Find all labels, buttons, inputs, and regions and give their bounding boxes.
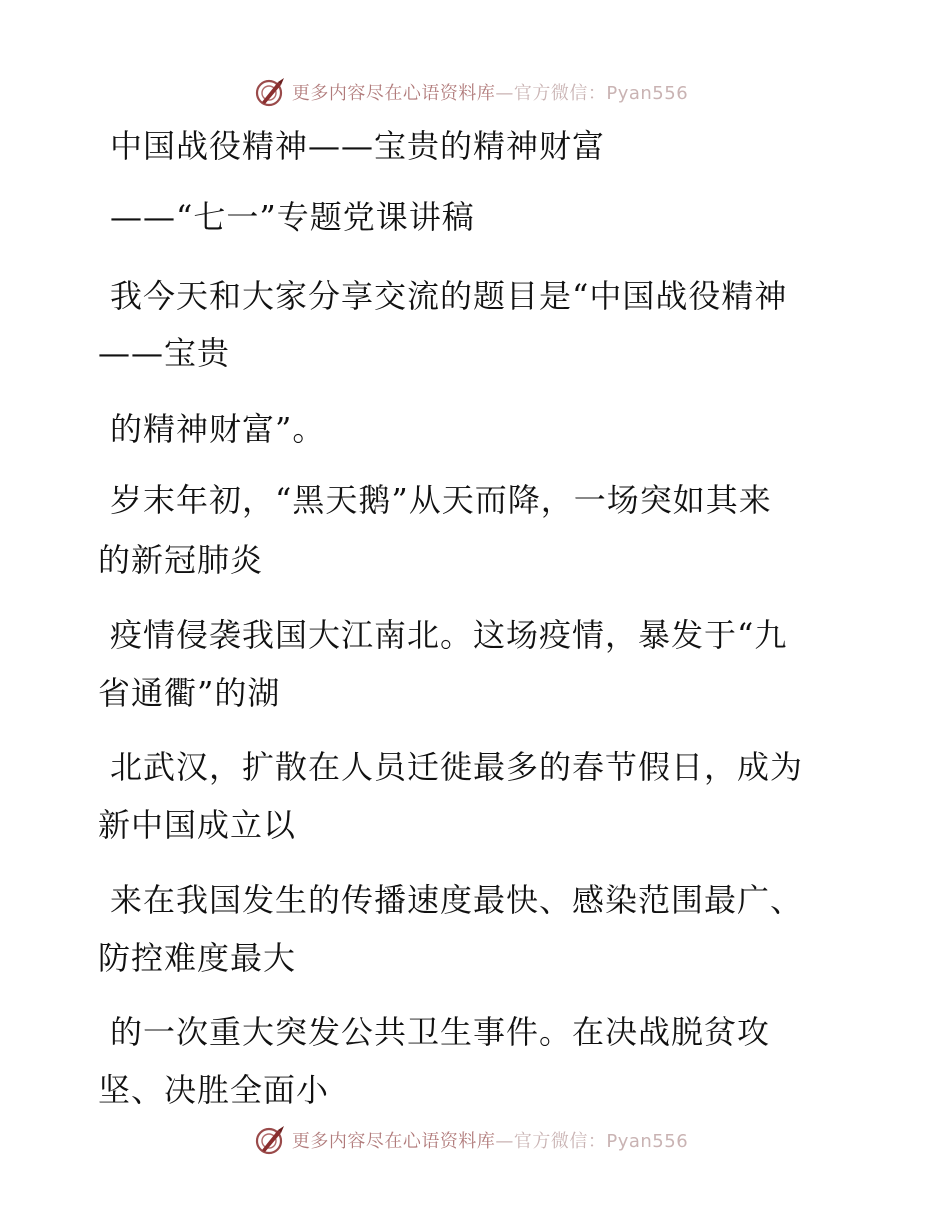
paragraph-line: ——宝贵: [98, 334, 231, 372]
paragraph-line: 来在我国发生的传播速度最快、感染范围最广、: [110, 881, 804, 919]
paragraph-line: 的一次重大突发公共卫生事件。在决战脱贫攻: [110, 1013, 771, 1051]
paragraph-line: 的精神财富”。: [110, 410, 326, 448]
watermark-group: [254, 76, 688, 108]
paragraph-line: 疫情侵袭我国大江南北。这场疫情，暴发于“九: [110, 616, 788, 654]
watermark-text: 更多内容尽在心语资料库—官方微信：Pyan556: [291, 83, 689, 104]
paragraph-line: 岁末年初，“黑天鹅”从天而降，一场突如其来: [110, 481, 772, 519]
footer-watermark: [0, 1120, 950, 1160]
paragraph-line: 坚、决胜全面小: [98, 1071, 330, 1109]
document-subtitle: ——“七一”专题党课讲稿: [110, 198, 475, 236]
feather-pen-logo-icon: [254, 1124, 286, 1156]
document-title: 中国战役精神——宝贵的精神财富: [110, 127, 606, 165]
watermark-text: 更多内容尽在心语资料库—官方微信：Pyan556: [291, 1131, 689, 1152]
header-watermark: [0, 72, 950, 112]
paragraph-line: 我今天和大家分享交流的题目是“中国战役精神: [110, 277, 788, 315]
paragraph-line: 的新冠肺炎: [98, 541, 264, 579]
paragraph-line: 省通衢”的湖: [98, 674, 281, 712]
paragraph-line: 防控难度最大: [98, 939, 297, 977]
paragraph-line: 北武汉，扩散在人员迁徙最多的春节假日，成为: [110, 748, 804, 786]
paragraph-line: 新中国成立以: [98, 806, 297, 844]
feather-pen-logo-icon: [254, 76, 286, 108]
watermark-group: [254, 1124, 688, 1156]
